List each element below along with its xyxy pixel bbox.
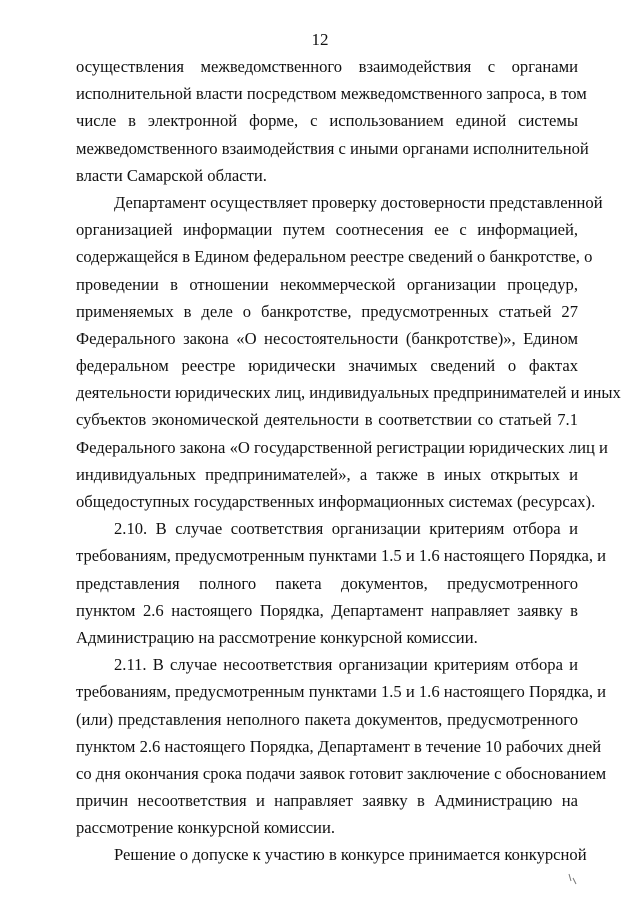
text-line: проведении в отношении некоммерческой организации процедур, bbox=[76, 274, 578, 294]
text-line: представления полного пакета документов, предусмотренного bbox=[76, 573, 578, 593]
text-line: рассмотрение конкурсной комиссии. bbox=[76, 818, 335, 838]
paragraph bbox=[76, 53, 589, 189]
text-line: Федерального закона «О государственной регистрации юридических лиц и bbox=[76, 437, 608, 457]
text-line: применяемых в деле о банкротстве, предусмотренных статьей 27 bbox=[76, 301, 578, 321]
text-line: Федерального закона «О несостоятельности (банкротстве)», Едином bbox=[76, 328, 578, 348]
page-number: 12 bbox=[311, 30, 329, 49]
text-line: 2.10. В случае соответствия организации критериям отбора и bbox=[114, 519, 578, 539]
text-line: индивидуальных предпринимателей», а также в иных открытых и bbox=[76, 464, 578, 484]
paragraph bbox=[76, 841, 587, 868]
text-line: исполнительной власти посредством межведомственного запроса, в том bbox=[76, 84, 587, 104]
text-line: причин несоответствия и направляет заявку в Администрацию на bbox=[76, 791, 578, 811]
text-line: организацией информации путем соотнесения ее с информацией, bbox=[76, 220, 578, 240]
text-line: (или) представления неполного пакета документов, предусмотренного bbox=[76, 709, 578, 729]
paragraph bbox=[76, 651, 607, 841]
text-line: осуществления межведомственного взаимодействия с органами bbox=[76, 57, 578, 76]
text-line: Администрацию на рассмотрение конкурсной комиссии. bbox=[76, 627, 478, 647]
text-line: со дня окончания срока подачи заявок готовит заключение с обоснованием bbox=[76, 763, 607, 783]
text-line: деятельности юридических лиц, индивидуальных предпринимателей и иных bbox=[76, 383, 621, 403]
document-body bbox=[76, 53, 621, 869]
text-line: Решение о допуске к участию в конкурсе принимается конкурсной bbox=[114, 845, 587, 865]
scan-artifact-mark bbox=[565, 872, 579, 886]
text-line: федеральном реестре юридически значимых сведений о фактах bbox=[76, 356, 578, 376]
paragraph bbox=[76, 189, 621, 515]
text-line: общедоступных государственных информационных системах (ресурсах). bbox=[76, 492, 596, 511]
text-line: требованиям, предусмотренным пунктами 1.5 и 1.6 настоящего Порядка, и bbox=[76, 682, 607, 702]
text-line: Департамент осуществляет проверку достоверности представленной bbox=[114, 192, 603, 212]
text-line: 2.11. В случае несоответствия организации критериям отбора и bbox=[114, 655, 578, 675]
text-line: содержащейся в Едином федеральном реестре сведений о банкротстве, о bbox=[76, 247, 593, 267]
text-line: субъектов экономической деятельности в соответствии со статьей 7.1 bbox=[76, 410, 578, 430]
paragraph bbox=[76, 515, 607, 651]
text-line: числе в электронной форме, с использованием единой системы bbox=[76, 111, 578, 131]
text-line: власти Самарской области. bbox=[76, 165, 267, 185]
text-line: пунктом 2.6 настоящего Порядка, Департамент в течение 10 рабочих дней bbox=[76, 736, 602, 756]
text-line: пунктом 2.6 настоящего Порядка, Департамент направляет заявку в bbox=[76, 600, 578, 620]
text-line: межведомственного взаимодействия с иными органами исполнительной bbox=[76, 138, 589, 158]
text-line: требованиям, предусмотренным пунктами 1.5 и 1.6 настоящего Порядка, и bbox=[76, 546, 607, 566]
